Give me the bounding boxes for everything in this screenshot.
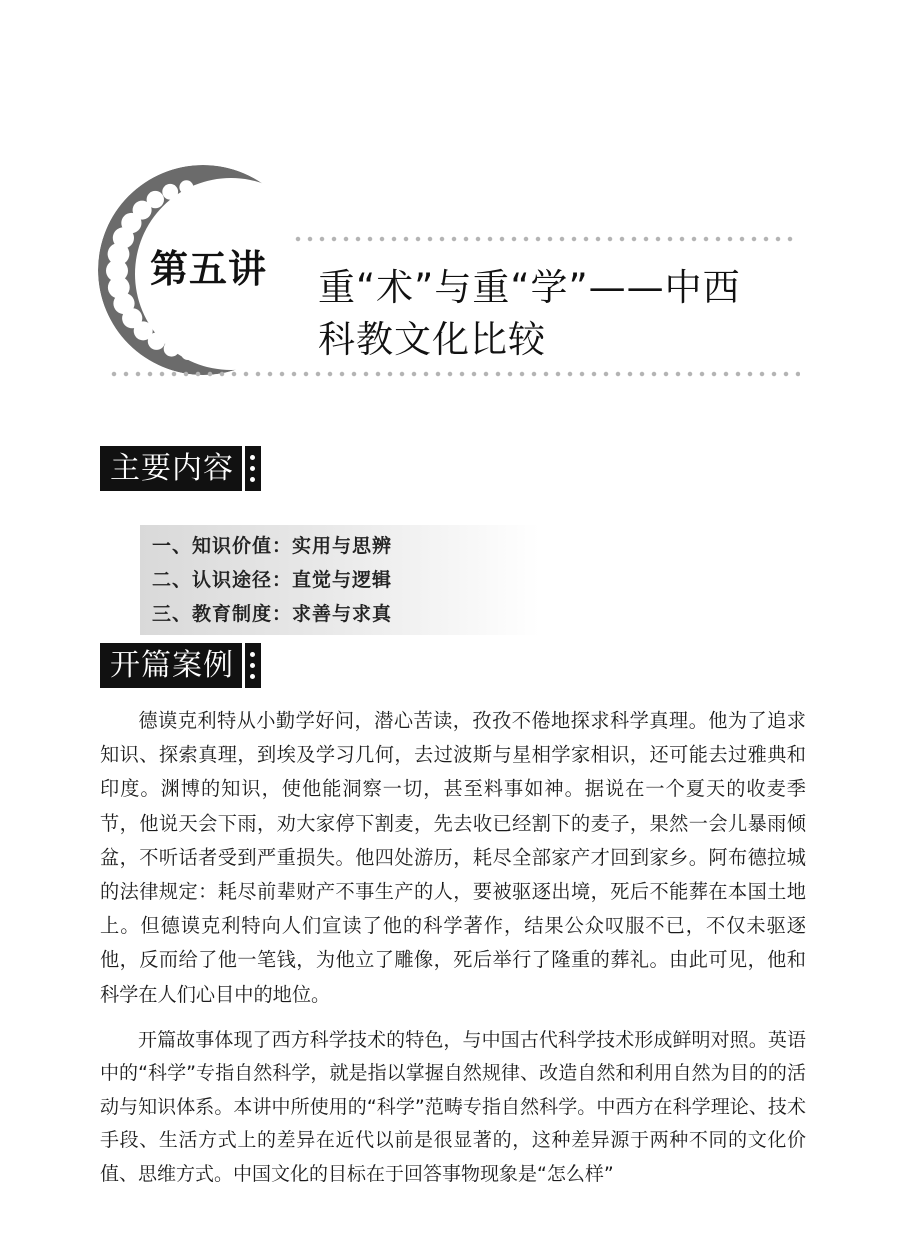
main-content-list — [152, 529, 392, 631]
chapter-title — [318, 262, 798, 366]
chapter-title-line-1: 重“术”与重“学”——中西 — [318, 266, 741, 309]
vertical-dots-icon — [245, 643, 261, 688]
case-paragraph: 德谟克利特从小勤学好问，潜心苦读，孜孜不倦地探求科学真理。他为了追求知识、探索真理，到埃及学习几何，去过波斯与星相学家相识，还可能去过雅典和印度。渊博的知识，使他能洞察一切，甚至料事如神。据说在一个夏天的收麦季节，他说天会下雨，劝大家停下割麦，先去收已经割下的麦子，果然一会儿暴雨倾盆，不听话者受到严重损失。他四处游历，耗尽全部家产才回到家乡。阿布德拉城的法律规定：耗尽前辈财产不事生产的人，要被驱逐出境，死后不能葬在本国土地上。但德谟克利特向人们宣读了他的科学著作，结果公众叹服不已，不仅未驱逐他，反而给了他一笔钱，为他立了雕像，死后举行了隆重的葬礼。由此可见，他和科学在人们心目中的地位。 — [100, 709, 806, 1006]
opening-case-heading — [100, 643, 261, 688]
list-item: 一、知识价值：实用与思辨 — [152, 535, 393, 557]
list-item: 三、教育制度：求善与求真 — [152, 603, 393, 625]
moon-dot — [179, 180, 193, 194]
chapter-title-line-2: 科教文化比较 — [318, 318, 546, 361]
dotted-rule-top — [292, 236, 797, 242]
list-item: 二、认识途径：直觉与逻辑 — [152, 569, 393, 591]
case-body — [100, 704, 806, 1191]
main-content-heading — [100, 446, 261, 491]
opening-case-label: 开篇案例 — [100, 643, 242, 688]
moon-dot — [162, 184, 178, 200]
moon-dot — [181, 346, 195, 360]
vertical-dots-icon — [245, 446, 261, 491]
moon-dot — [148, 333, 165, 350]
moon-dot — [164, 341, 180, 357]
main-content-label: 主要内容 — [100, 446, 242, 491]
dotted-rule-bottom — [108, 371, 800, 377]
case-paragraph: 开篇故事体现了西方科学技术的特色，与中国古代科学技术形成鲜明对照。英语中的“科学”专指自然科学，就是指以掌握自然规律、改造自然和利用自然为目的的活动与知识体系。本讲中所使用的“科学”范畴专指自然科学。中西方在科学理论、技术手段、生活方式上的差异在近代以前是很显著的，这种差异源于两种不同的文化价值、思维方式。中国文化的目标在于回答事物现象是“怎么样” — [100, 1028, 806, 1185]
lecture-number: 第五讲 — [150, 247, 268, 291]
